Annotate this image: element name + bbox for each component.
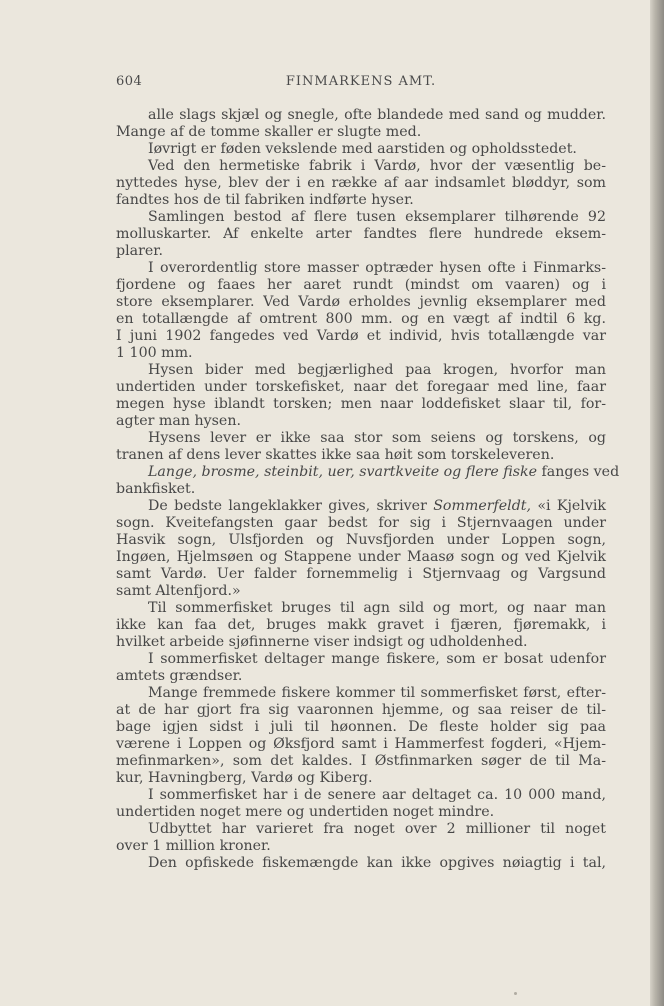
text-line: Ingøen, Hjelmsøen og Stappene under Maasø sogn og ved Kjelvik: [116, 549, 606, 565]
text-line: bage igjen sidst i juli til høonnen. De fleste holder sig paa: [116, 719, 606, 735]
text-line: molluskarter. Af enkelte arter fandtes flere hundrede eksem-: [116, 226, 606, 242]
paragraph: [116, 685, 606, 787]
italic-text-run: Sommerfeldt,: [433, 498, 532, 514]
text-line: undertiden noget mere og undertiden noget mindre.: [116, 804, 495, 820]
paragraph: [116, 464, 620, 498]
text-line: Mange fremmede fiskere kommer til sommerfisket først, efter-: [148, 685, 606, 701]
paragraph: [116, 362, 606, 430]
text-line: 1 100 mm.: [116, 345, 193, 361]
running-title: FINMARKENS AMT.: [285, 74, 437, 89]
text-run: fanges ved: [537, 464, 620, 480]
text-line: I juni 1902 fangedes ved Vardø et individ, hvis totallængde var: [116, 328, 606, 344]
paragraph: [116, 498, 606, 600]
paragraph: [116, 651, 606, 685]
italic-text-run: Lange, brosme, steinbit, uer, svartkveite og flere fiske: [148, 464, 538, 480]
text-line: plarer.: [116, 243, 163, 259]
paragraph: [116, 209, 606, 260]
text-line: hvilket arbeide sjøfinnerne viser indsigt og udholdenhed.: [116, 634, 528, 650]
text-run: «i Kjelvik: [531, 498, 606, 514]
paragraph: [116, 141, 606, 158]
text-line: at de har gjort fra sig vaaronnen hjemme, og saa reiser de til-: [116, 702, 606, 718]
page-number: 604: [116, 74, 143, 89]
text-line: Den opfiskede fiskemængde kan ikke opgives nøiagtig i tal,: [148, 855, 606, 871]
text-line: nyttedes hyse, blev der i en række af aar indsamlet bløddyr, som: [116, 175, 606, 191]
paragraph: [116, 260, 606, 362]
text-line: værene i Loppen og Øksfjord samt i Hammerfest fogderi, «Hjem-: [116, 736, 606, 752]
page-edge-shadow: [650, 0, 664, 1006]
text-line: fandtes hos de til fabriken indførte hyser.: [116, 192, 414, 208]
text-line: Samlingen bestod af flere tusen eksemplarer tilhørende 92: [148, 209, 606, 225]
text-line: Mange af de tomme skaller er slugte med.: [116, 124, 422, 140]
text-line: [116, 498, 606, 515]
paragraph: [116, 107, 606, 141]
text-line: mefinmarken», som det kaldes. I Østfinmarken søger de til Ma-: [116, 753, 606, 769]
text-line: Hysens lever er ikke saa stor som seiens og torskens, og: [148, 430, 606, 446]
text-line: sogn. Kveitefangsten gaar bedst for sig i Stjernvaagen under: [116, 515, 606, 531]
paragraph: [116, 600, 606, 651]
text-line: [116, 464, 620, 481]
text-line: samt Vardø. Uer falder fornemmelig i Stjernvaag og Vargsund: [116, 566, 606, 582]
paragraph: [116, 787, 606, 821]
text-line: I overordentlig store masser optræder hysen ofte i Finmarks-: [148, 260, 606, 276]
paragraph: [116, 158, 606, 209]
text-line: I sommerfisket deltager mange fiskere, som er bosat udenfor: [148, 651, 606, 667]
text-line: Udbyttet har varieret fra noget over 2 millioner til noget: [148, 821, 606, 837]
text-line: samt Altenfjord.»: [116, 583, 241, 599]
text-line: alle slags skjæl og snegle, ofte blandede med sand og mudder.: [148, 107, 606, 123]
text-line: Hysen bider med begjærlighed paa krogen, hvorfor man: [148, 362, 606, 378]
text-line: amtets grændser.: [116, 668, 243, 684]
text-line: kur, Havningberg, Vardø og Kiberg.: [116, 770, 373, 786]
text-line: megen hyse iblandt torsken; men naar loddefisket slaar til, for-: [116, 396, 606, 412]
text-run: De bedste langeklakker gives, skriver: [148, 498, 434, 514]
paragraph: [116, 821, 606, 855]
text-line: Ved den hermetiske fabrik i Vardø, hvor der væsentlig be-: [148, 158, 606, 174]
text-line: en totallængde af omtrent 800 mm. og en vægt af indtil 6 kg.: [116, 311, 606, 327]
text-line: Iøvrigt er føden vekslende med aarstiden og opholdsstedet.: [148, 141, 577, 157]
text-line: ikke kan faa det, bruges makk gravet i fjæren, fjøremakk, i: [116, 617, 606, 633]
text-line: Til sommerfisket bruges til agn sild og mort, og naar man: [148, 600, 606, 616]
text-line: store eksemplarer. Ved Vardø erholdes jevnlig eksemplarer med: [116, 294, 606, 310]
text-line: fjordene og faaes her aaret rundt (mindst om vaaren) og i: [116, 277, 606, 293]
paper-speck: [514, 992, 517, 995]
paragraph: [116, 855, 606, 872]
text-line: bankfisket.: [116, 481, 196, 497]
text-line: tranen af dens lever skattes ikke saa høit som torskeleveren.: [116, 447, 555, 463]
page-header: [116, 74, 606, 94]
paragraph: [116, 430, 606, 464]
text-line: Hasvik sogn, Ulsfjorden og Nuvsfjorden under Loppen sogn,: [116, 532, 606, 548]
body-text: [116, 107, 620, 872]
text-line: over 1 million kroner.: [116, 838, 271, 854]
text-line: I sommerfisket har i de senere aar deltaget ca. 10 000 mand,: [148, 787, 606, 803]
text-line: agter man hysen.: [116, 413, 241, 429]
text-line: undertiden under torskefisket, naar det foregaar med line, faar: [116, 379, 606, 395]
